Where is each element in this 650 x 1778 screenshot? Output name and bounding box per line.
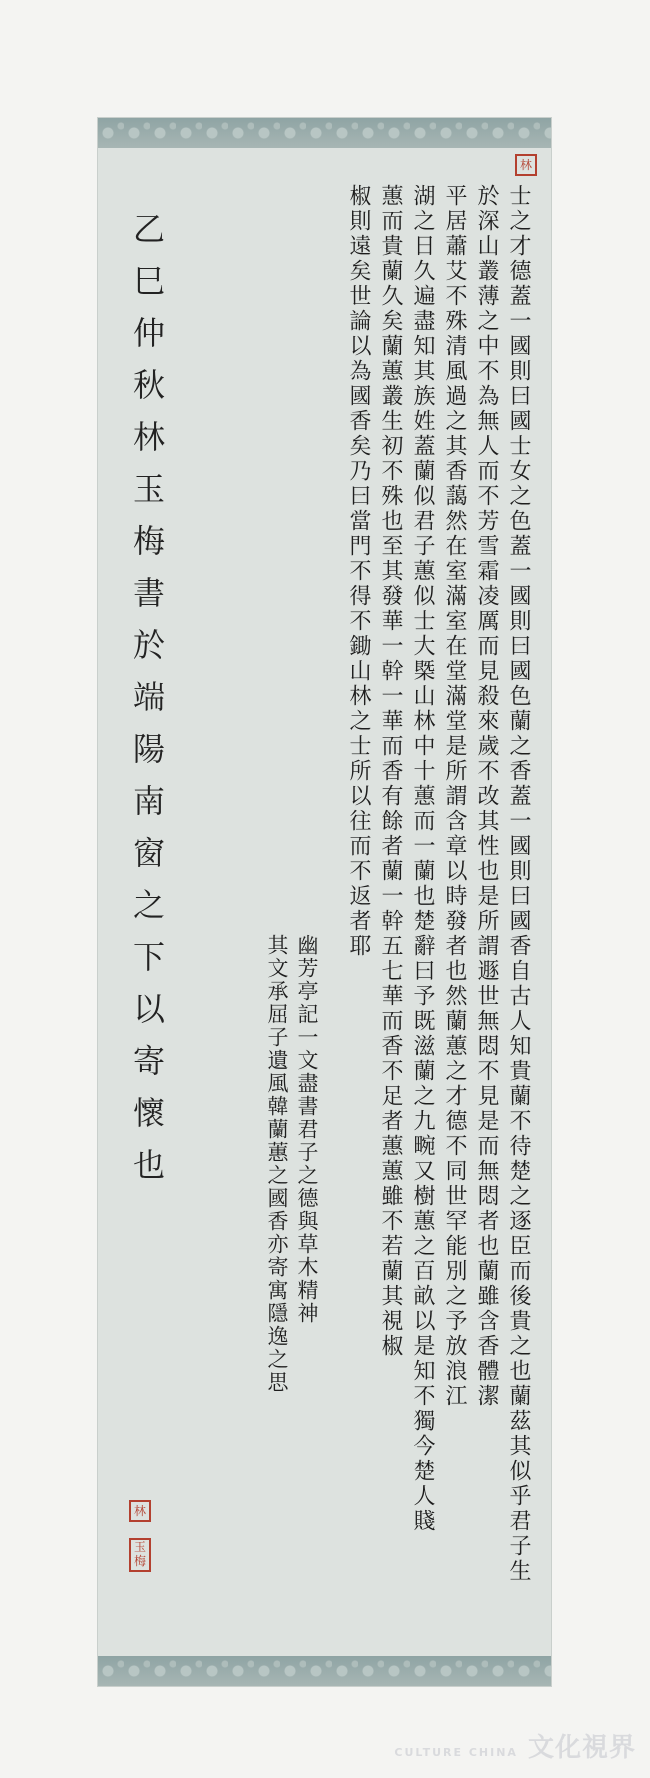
main-text-column-4: 湖之日久遍盡知其族姓蓋蘭似君子蕙似士大槩山林中十蕙而一蘭也楚辭曰予既滋蘭之九畹又樹蕙之百畝以是知不獨今楚人賤 bbox=[410, 184, 435, 1534]
brocade-bottom-band bbox=[98, 1656, 551, 1686]
artist-seal-icon: 林 bbox=[129, 1500, 151, 1522]
annotation-column-1: 幽芳亭記一文盡書君子之德與草木精神 bbox=[295, 934, 319, 1325]
brocade-top-band bbox=[98, 118, 551, 148]
top-seal-icon: 林 bbox=[515, 154, 537, 176]
culture-china-watermark: CULTURE CHINA 文化視界 bbox=[394, 1733, 636, 1763]
signature-column: 乙巳仲秋林玉梅書於端陽南窗之下以寄懷也 bbox=[128, 212, 166, 1200]
main-text-column-6: 椒則遠矣世論以為國香矣乃曰當門不得不鋤山林之士所以往而不返者耶 bbox=[346, 184, 371, 959]
scroll-paper bbox=[98, 148, 551, 1656]
annotation-column-2: 其文承屈子遺風韓蘭蕙之國香亦寄寓隱逸之思 bbox=[265, 934, 289, 1394]
main-text-column-5: 蕙而貴蘭久矣蘭蕙叢生初不殊也至其發華一幹一華而香有餘者蘭一幹五七華而香不足者蕙蕙雖不若蘭其視椒 bbox=[378, 184, 403, 1359]
artist-seal-2-icon: 玉 梅 bbox=[129, 1538, 151, 1572]
calligraphy-scroll bbox=[98, 118, 551, 1686]
main-text-column-3: 平居蕭艾不殊清風過之其香藹然在室滿室在堂滿堂是所謂含章以時發者也然蘭蕙之才德不同世罕能別之予放浪江 bbox=[442, 184, 467, 1409]
main-text-column-1: 士之才德蓋一國則曰國士女之色蓋一國則曰國色蘭之香蓋一國則曰國香自古人知貴蘭不待楚之逐臣而後貴之也蘭茲其似乎君子生 bbox=[506, 184, 531, 1584]
main-text-column-2: 於深山叢薄之中不為無人而不芳雪霜凌厲而見殺來歲不改其性也是所謂遯世無悶不見是而無悶者也蘭雖含香體潔 bbox=[474, 184, 499, 1409]
